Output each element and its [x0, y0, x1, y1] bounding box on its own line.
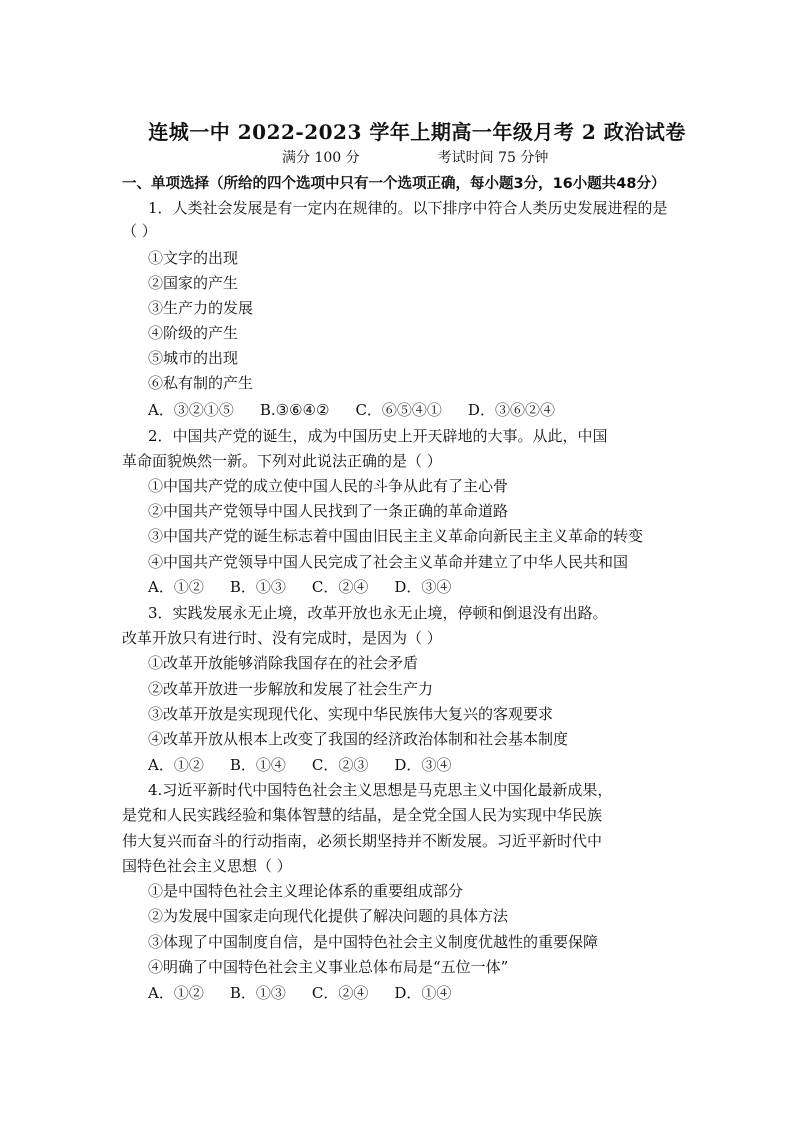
q3-item: ④改革开放从根本上改变了我国的经济政治体制和社会基本制度	[148, 730, 569, 748]
full-score: 满分 100 分	[282, 150, 360, 166]
q4-choice-d[interactable]: D．①④	[394, 984, 452, 1002]
q2-choice-a[interactable]: A．①②	[148, 578, 204, 596]
q4-item: ②为发展中国家走向现代化提供了解决问题的具体方法	[148, 907, 509, 925]
q4-item: ④明确了中国特色社会主义事业总体布局是“五位一体”	[148, 958, 509, 976]
q3-item: ①改革开放能够消除我国存在的社会矛盾	[148, 654, 419, 672]
q4-choices	[148, 983, 477, 1003]
q2-item: ①中国共产党的成立使中国人民的斗争从此有了主心骨	[148, 477, 509, 495]
q1-item: ⑤城市的出现	[148, 349, 239, 367]
q4-stem-line: 是党和人民实践经验和集体智慧的结晶，是全党全国人民为实现中华民族	[122, 806, 603, 824]
q4-choice-b[interactable]: B．①③	[229, 984, 286, 1002]
q1-choices	[148, 400, 581, 420]
q2-item: ③中国共产党的诞生标志着中国由旧民主主义革命向新民主主义革命的转变	[148, 527, 644, 545]
q4-stem-line: 伟大复兴而奋斗的行动指南，必须长期坚持并不断发展。习近平新时代中	[122, 832, 603, 850]
q3-choices	[148, 755, 477, 775]
q1-item: ④阶级的产生	[148, 324, 239, 342]
q4-item: ③体现了中国制度自信，是中国特色社会主义制度优越性的重要保障	[148, 933, 599, 951]
q1-choice-b[interactable]: B.③⑥④②	[259, 401, 330, 419]
q1-stem-line: （ ）	[122, 222, 157, 240]
q1-choice-c[interactable]: C．⑥⑤④①	[355, 401, 442, 419]
q4-stem-line: 国特色社会主义思想（ ）	[122, 857, 292, 875]
q1-choice-d[interactable]: D．③⑥②④	[467, 401, 555, 419]
q2-stem-line: 2．中国共产党的诞生，成为中国历史上开天辟地的大事。从此，中国	[148, 427, 608, 445]
exam-time: 考试时间 75 分钟	[437, 150, 549, 166]
q1-choice-a[interactable]: A．③②①⑤	[148, 401, 234, 419]
q4-choice-c[interactable]: C．②④	[311, 984, 369, 1002]
q3-stem-line: 3．实践发展永无止境，改革开放也永无止境，停顿和倒退没有出路。	[148, 604, 608, 622]
q3-choice-a[interactable]: A．①②	[148, 756, 204, 774]
q2-item: ②中国共产党领导中国人民找到了一条正确的革命道路	[148, 502, 509, 520]
q3-choice-c[interactable]: C．②③	[311, 756, 369, 774]
q3-choice-d[interactable]: D．③④	[394, 756, 452, 774]
exam-info	[282, 147, 548, 167]
q1-item: ③生产力的发展	[148, 299, 254, 317]
q2-choice-d[interactable]: D．③④	[394, 578, 452, 596]
q2-stem-line: 革命面貌焕然一新。下列对此说法正确的是（ ）	[122, 452, 442, 470]
q3-choice-b[interactable]: B．①④	[229, 756, 286, 774]
q3-stem-line: 改革开放只有进行时、没有完成时，是因为（ ）	[122, 629, 442, 647]
q2-choice-b[interactable]: B．①③	[229, 578, 286, 596]
q2-item: ④中国共产党领导中国人民完成了社会主义革命并建立了中华人民共和国	[148, 553, 629, 571]
q2-choices	[148, 577, 477, 597]
q3-item: ②改革开放进一步解放和发展了社会生产力	[148, 680, 434, 698]
q1-item: ②国家的产生	[148, 274, 239, 292]
q1-stem-line: 1．人类社会发展是有一定内在规律的。以下排序中符合人类历史发展进程的是	[148, 199, 668, 217]
q4-stem-line: 4.习近平新时代中国特色社会主义思想是马克思主义中国化最新成果，	[148, 781, 613, 799]
q3-item: ③改革开放是实现现代化、实现中华民族伟大复兴的客观要求	[148, 705, 554, 723]
q4-item: ①是中国特色社会主义理论体系的重要组成部分	[148, 882, 464, 900]
section-heading: 一、单项选择（所给的四个选项中只有一个选项正确，每小题3分，16小题共48分）	[122, 176, 666, 192]
q1-item: ①文字的出现	[148, 249, 239, 267]
q2-choice-c[interactable]: C．②④	[311, 578, 369, 596]
q4-choice-a[interactable]: A．①②	[148, 984, 204, 1002]
exam-title: 连城一中 2022-2023 学年上期高一年级月考 2 政治试卷	[148, 120, 686, 144]
q1-item: ⑥私有制的产生	[148, 374, 254, 392]
